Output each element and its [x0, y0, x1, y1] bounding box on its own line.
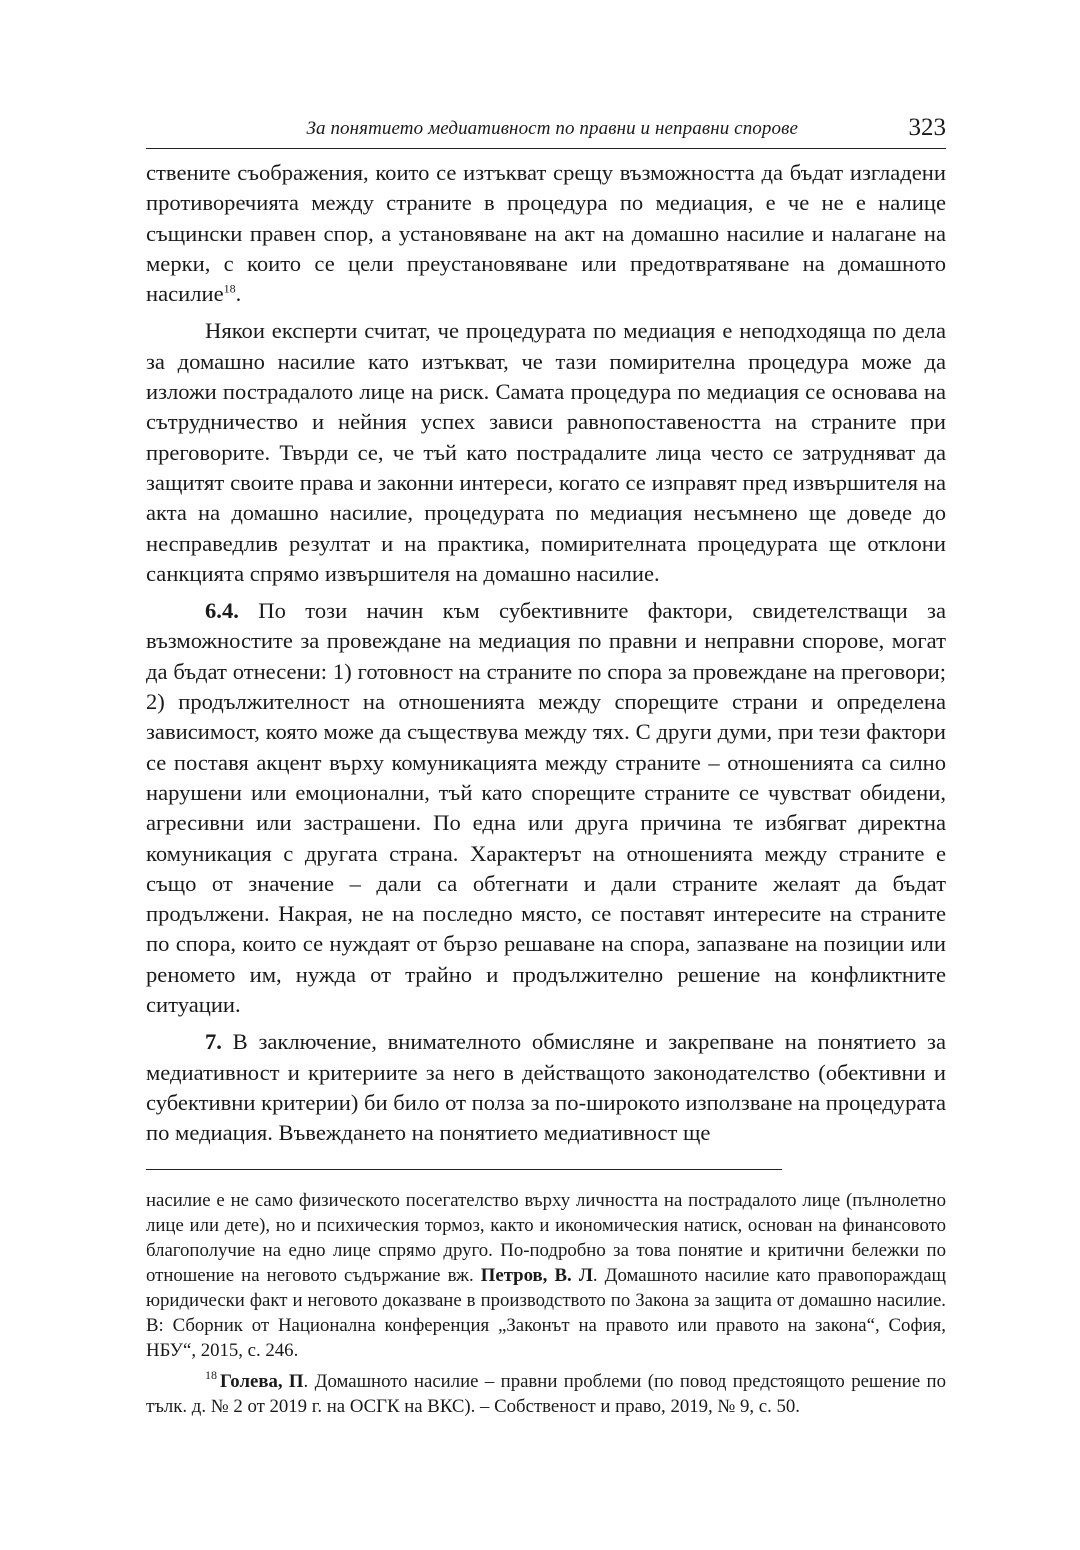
main-text: [146, 158, 946, 1149]
footnote-17-text: насилие е не само физическото посегателство върху личността на пострадалото лице (пълнолетно лице или дете), но и психическия тормоз, както и икономическия натиск, основан на финансовото благополучие на едно лице спрямо друго. По-подробно за това понятие и критични бележки по отношение на неговото съдържание вж.: [146, 1189, 946, 1286]
page-number: 323: [908, 114, 946, 141]
paragraph-3: [146, 596, 946, 1020]
paragraph-1-end: .: [235, 281, 242, 307]
footnote-17-continued: [146, 1188, 946, 1363]
paragraph-3-text: По този начин към субективните фактори, свидетелстващи за възможностите за провеждане на медиация по правни и неправни спорове, могат да бъдат отнесени: 1) готовност на страните по спора за провеждане на преговори; 2) продължителност на отношенията между спорещите страни и определена зависимост, която може да съществува между тях. С други думи, при тези фактори се поставя акцент върху комуникацията между страните – отношенията са силно нарушени или емоционални, тъй като спорещите страните се чувстват обидени, агресивни или застрашени. По една или друга причина те избягват директна комуникация с другата страна. Характерът на отношенията между страните е също от значение – дали са обтегнати и дали страните желаят да бъдат продължени. Накрая, не на последно място, се поставят интересите на страните по спора, които се нуждаят от бързо решаване на спора, запазване на позиции или реномето им, нужда от трайно и продължително решение на конфликтните ситуации.: [146, 598, 946, 1018]
paragraph-1-text: ствените съображения, които се изтъкват срещу възможността да бъдат изгладени противоречията между страните в процедура по медиация, е че не е налице същински правен спор, а установяване на акт на домашно насилие и налагане на мерки, с които се цели преустановяване или предотвратяване на домашното насилие: [146, 160, 946, 307]
footnote-18-rest: . Домашното насилие – правни проблеми (по повод предстоящото решение по тълк. д. № 2 от 2019 г. на ОСГК на ВКС). – Собственост и право, 2019, № 9, с. 50.: [146, 1370, 946, 1417]
section-label-7: 7.: [205, 1029, 222, 1055]
footnote-separator: [146, 1169, 782, 1170]
paragraph-2: Някои експерти считат, че процедурата по медиация е неподходяща по дела за домашно насилие като изтъкват, че тази помирителна процедура може да изложи пострадалото лице на риск. Самата процедура по медиация се основава на сътрудничество и нейния успех зависи равнопоставеността на страните при преговорите. Твърди се, че тъй като пострадалите лица често се затрудняват да защитят своите права и законни интереси, когато се изправят пред извършителя на акта на домашно насилие, процедурата по медиация несъмнено ще доведе до несправедлив резултат и на практика, помирителната процедурата ще отклони санкцията спрямо извършителя на домашно насилие.: [146, 318, 946, 586]
section-label-6-4: 6.4.: [205, 598, 239, 624]
footnote-18: [146, 1369, 946, 1419]
book-page: [146, 112, 946, 1425]
page-header: [146, 112, 946, 149]
paragraph-4-text: В заключение, внимателното обмисляне и закрепване на понятието за медиативност и критериите за него в действащото законодателство (обективни и субективни критерии) би било от полза за по-широкото използване на процедурата по медиация. Въвеждането на понятието медиативност ще: [146, 1029, 946, 1146]
footnotes: [146, 1188, 946, 1419]
footnote-17-rest: . Домашното насилие като правопораждащ юридически факт и неговото доказване в производството по Закона за защита от домашно насилие. В: Сборник от Национална конференция „Законът на правото или правото на закона“, София, НБУ“, 2015, с. 246.: [146, 1264, 946, 1361]
footnote-18-number: 18: [205, 1368, 217, 1383]
paragraph-1: [146, 158, 946, 309]
running-title: За понятието медиативност по правни и неправни спорове: [306, 118, 798, 139]
paragraph-4: [146, 1027, 946, 1148]
footnote-18-author: Голева, П: [220, 1370, 304, 1392]
footnote-ref-18[interactable]: 18: [223, 281, 236, 296]
footnote-17-author: Петров, В. Л: [480, 1264, 593, 1286]
